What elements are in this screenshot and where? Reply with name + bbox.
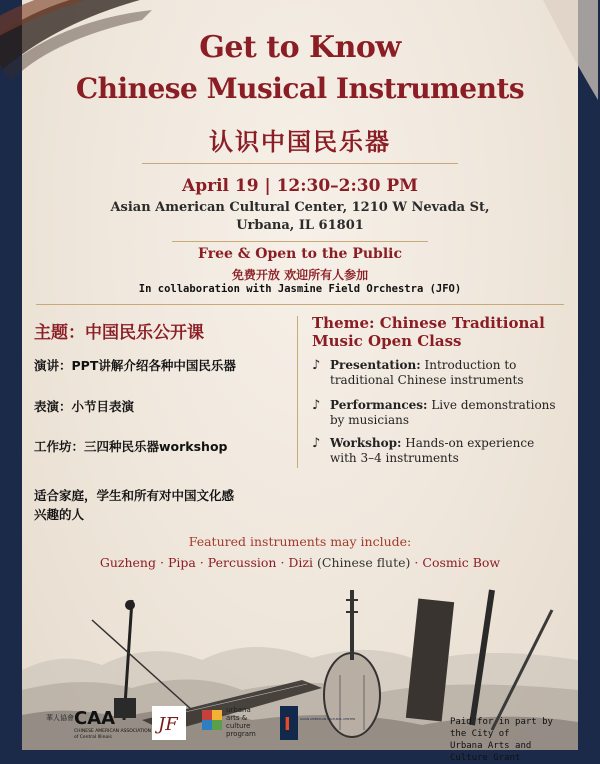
instrument-dizi: Dizi bbox=[288, 555, 314, 570]
en-item-workshop bbox=[312, 436, 570, 466]
jfo-logo bbox=[152, 706, 186, 744]
cn-item-performance: 表演：小节目表演 bbox=[34, 399, 135, 414]
en-item-head: Presentation: bbox=[330, 358, 421, 372]
title-line-2: Chinese Musical Instruments bbox=[75, 72, 525, 105]
uac-line-1: urbana bbox=[226, 706, 251, 714]
title-line-1: Get to Know bbox=[199, 30, 401, 65]
en-item-text: Live demonstrations bbox=[431, 398, 556, 412]
featured-heading: Featured instruments may include: bbox=[188, 534, 412, 549]
instrument-pipa: Pipa bbox=[167, 555, 196, 570]
instrument-cosmic-bow: Cosmic Bow bbox=[422, 555, 501, 570]
en-item-text-line-2: traditional Chinese instruments bbox=[330, 373, 524, 387]
caa-sub1: CHINESE AMERICAN ASSOCIATION bbox=[74, 729, 151, 734]
title-chinese: 认识中国民乐器 bbox=[209, 128, 391, 156]
cn-item-presentation: 演讲：PPT讲解介绍各种中国民乐器 bbox=[34, 358, 236, 373]
free-admission-text: Free & Open to the Public bbox=[198, 246, 402, 262]
free-admission-text-cn: 免费开放 欢迎所有人参加 bbox=[231, 268, 369, 282]
en-item-head: Performances: bbox=[330, 398, 428, 412]
uac-line-2: arts & bbox=[226, 714, 248, 722]
separator: · bbox=[280, 555, 285, 570]
aacc-logo bbox=[280, 706, 356, 746]
caa-text: CAA bbox=[74, 708, 116, 729]
divider bbox=[172, 241, 428, 242]
en-item-text: Introduction to bbox=[424, 358, 517, 372]
featured-instruments-list bbox=[22, 555, 578, 570]
audience-line-2: 兴趣的人 bbox=[34, 507, 85, 522]
theme-english bbox=[312, 314, 570, 350]
aacc-sub: ASIAN AMERICAN CULTURAL CENTER bbox=[300, 717, 356, 721]
en-item-performances bbox=[312, 398, 570, 428]
theme-english-line-1: Theme: Chinese Traditional bbox=[312, 314, 545, 332]
cn-item-workshop: 工作坊：三四种民乐器workshop bbox=[34, 439, 228, 454]
divider bbox=[36, 304, 564, 305]
aacc-mark: I bbox=[284, 714, 291, 735]
grant-credit bbox=[450, 716, 574, 764]
music-note-icon: ♪ bbox=[312, 436, 321, 451]
collaboration-text: In collaboration with Jasmine Field Orchestra (JFO) bbox=[138, 283, 462, 295]
caa-sub2: of Central Illinois bbox=[74, 735, 112, 740]
theme-chinese: 主题：中国民乐公开课 bbox=[34, 323, 204, 343]
separator: · bbox=[159, 555, 164, 570]
en-item-text: Hands-on experience bbox=[405, 436, 535, 450]
divider bbox=[142, 163, 458, 164]
caa-logo bbox=[44, 706, 154, 746]
event-date-time: April 19 | 12:30–2:30 PM bbox=[182, 176, 418, 196]
uac-line-4: program bbox=[226, 730, 256, 738]
uac-line-3: culture bbox=[226, 722, 251, 730]
poster bbox=[22, 0, 578, 763]
instrument-dizi-note: (Chinese flute) bbox=[317, 555, 411, 570]
caa-cn-text: 華人協會 bbox=[46, 714, 74, 722]
en-item-presentation bbox=[312, 358, 570, 388]
en-item-head: Workshop: bbox=[330, 436, 402, 450]
jfo-text: JF bbox=[158, 714, 178, 735]
music-note-icon: ♪ bbox=[312, 398, 321, 413]
instrument-percussion: Percussion bbox=[207, 555, 277, 570]
grant-credit-line-2: Urbana Arts and Culture Grant bbox=[450, 741, 532, 763]
audience-line-1: 适合家庭，学生和所有对中国文化感 bbox=[34, 488, 235, 503]
column-divider bbox=[297, 316, 298, 468]
grant-credit-line-1: Paid for in part by the City of bbox=[450, 717, 553, 739]
urbana-arts-logo bbox=[202, 704, 272, 748]
en-item-text-line-2: with 3–4 instruments bbox=[330, 451, 459, 465]
venue-line-1: Asian American Cultural Center, 1210 W Nevada St, bbox=[110, 200, 490, 215]
instrument-guzheng: Guzheng bbox=[99, 555, 156, 570]
separator: · bbox=[199, 555, 204, 570]
venue-line-2: Urbana, IL 61801 bbox=[236, 218, 364, 233]
separator: · bbox=[414, 555, 419, 570]
theme-english-line-2: Music Open Class bbox=[312, 332, 462, 350]
en-item-text-line-2: by musicians bbox=[330, 413, 409, 427]
music-note-icon: ♪ bbox=[312, 358, 321, 373]
